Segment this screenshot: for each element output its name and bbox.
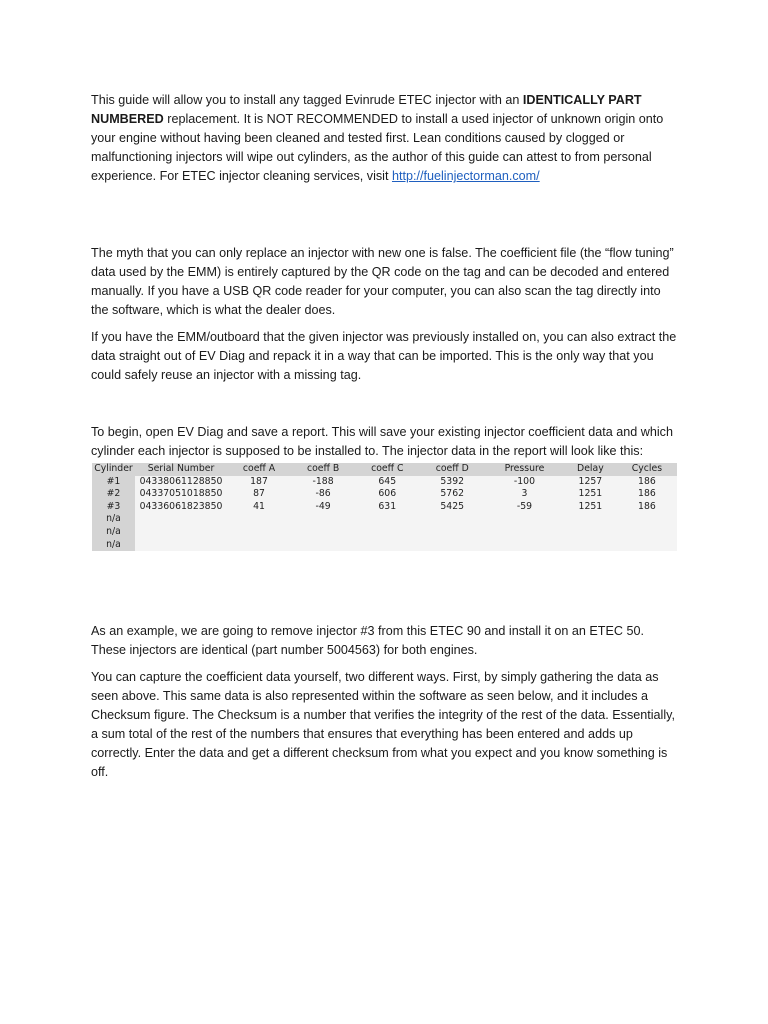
cell: 41: [253, 500, 265, 512]
cell: -86: [315, 488, 331, 500]
header-cycles: Cycles: [617, 463, 677, 476]
cell: 3: [521, 488, 528, 500]
cell: #3: [92, 501, 135, 514]
empty-cell: [135, 539, 677, 552]
table-row: [92, 488, 677, 501]
cell: 5392: [440, 475, 465, 487]
cell: 5425: [440, 500, 465, 512]
myth-paragraph: The myth that you can only replace an injector with new one is false. The coefficient file (the “flow tuning” data used by the EMM) is entirely captured by the QR code on the tag and can be decoded and entered manually. If you have a USB QR code reader for your computer, you can also scan the tag directly into the software, which is what the dealer does.: [91, 246, 674, 317]
cell: 186: [638, 488, 656, 500]
cell: n/a: [92, 513, 135, 526]
table-header-row: [92, 463, 677, 476]
header-coeff-b: coeff B: [291, 463, 355, 476]
cell: 186: [638, 475, 656, 487]
cell: 04337051018850: [139, 488, 223, 500]
cell: 04338061128850: [139, 475, 223, 487]
capture-paragraph: You can capture the coefficient data yourself, two different ways. First, by simply gathering the data as seen above. This same data is also represented within the software as seen below, and it includes a Checksum figure. The Checksum is a number that verifies the integrity of the rest of the data. Essentially, a sum total of the rest of the numbers that ensures that everything has been entered and adds up correctly. Enter the data and get a different checksum from what you expect and you know something is off.: [91, 670, 676, 780]
header-coeff-c: coeff C: [355, 463, 419, 476]
table-row: [92, 476, 677, 489]
cell: 186: [638, 500, 656, 512]
cell: #2: [92, 488, 135, 501]
cell: -59: [516, 500, 533, 512]
cell: 645: [378, 475, 397, 487]
cell: 187: [250, 475, 268, 487]
intro-bold-text: IDENTICALLY PART NUMBERED: [91, 93, 642, 126]
cell: n/a: [92, 526, 135, 539]
intro-text-1: This guide will allow you to install any tagged Evinrude ETEC injector with an: [91, 93, 523, 107]
header-coeff-a: coeff A: [227, 463, 291, 476]
document-page: [91, 91, 681, 782]
header-pressure: Pressure: [485, 463, 564, 476]
cell: -100: [513, 475, 536, 487]
intro-paragraph: [91, 91, 681, 186]
fuelinjectorman-link[interactable]: http://fuelinjectorman.com/: [391, 169, 540, 183]
intro-text-2: replacement. It is NOT RECOMMENDED to install a used injector of unknown origin onto your engine without having been cleaned and tested first. Lean conditions caused by clogged or malfunctioning injectors will wipe out cylinders, as the author of this guide can attest to from personal experience. For ETEC injector cleaning services, visit: [91, 112, 664, 183]
table-row: [92, 501, 677, 514]
header-coeff-d: coeff D: [419, 463, 485, 476]
injector-data-table: [92, 463, 677, 551]
table-row: [92, 539, 677, 552]
emm-paragraph: If you have the EMM/outboard that the given injector was previously installed on, you can also extract the data straight out of EV Diag and repack it in a way that can be imported. This is the only way that you could safely reuse an injector with a missing tag.: [91, 330, 677, 382]
cell: 04336061823850: [139, 500, 223, 512]
example-paragraph: As an example, we are going to remove injector #3 from this ETEC 90 and install it on an ETEC 50. These injectors are identical (part number 5004563) for both engines.: [91, 624, 644, 658]
cell: n/a: [92, 539, 135, 552]
cell: 5762: [440, 488, 465, 500]
begin-paragraph: To begin, open EV Diag and save a report. This will save your existing injector coefficient data and which cylinder each injector is supposed to be installed to. The injector data in the report will look like this:: [91, 425, 673, 458]
table-row: [92, 526, 677, 539]
header-serial-number: Serial Number: [135, 463, 227, 476]
cell: 1251: [578, 488, 603, 500]
cell: -49: [315, 500, 331, 512]
cell: 631: [378, 500, 397, 512]
cell: 606: [378, 488, 397, 500]
header-delay: Delay: [564, 463, 617, 476]
cell: -188: [312, 475, 334, 487]
cell: 87: [253, 488, 265, 500]
empty-cell: [135, 513, 677, 526]
cell: 1251: [578, 500, 603, 512]
header-cylinder: Cylinder: [92, 463, 135, 476]
cell: 1257: [578, 475, 603, 487]
empty-cell: [135, 526, 677, 539]
table-row: [92, 513, 677, 526]
cell: #1: [92, 476, 135, 489]
